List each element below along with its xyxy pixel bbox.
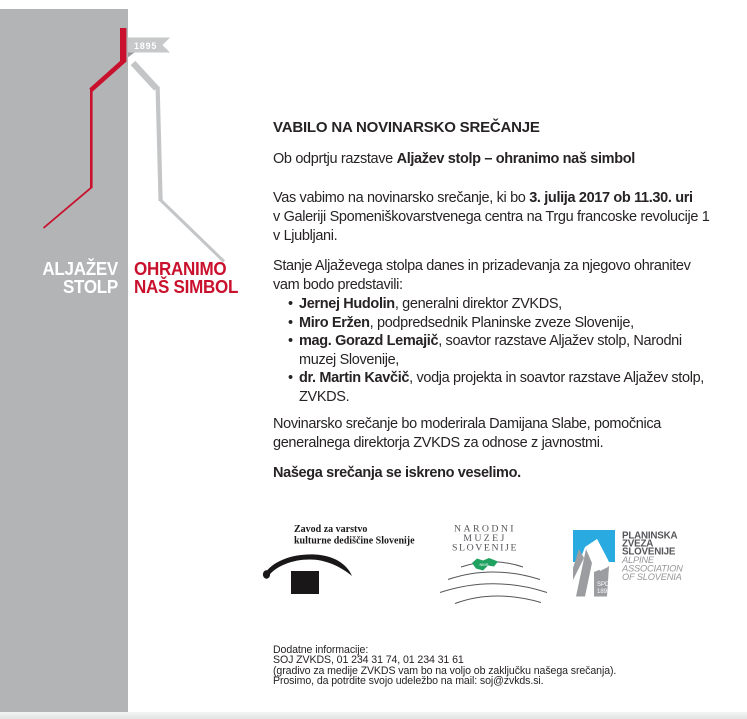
text-segment: , generalni direktor ZVKDS, bbox=[394, 296, 562, 312]
brand-title-aljazev-stolp bbox=[9, 260, 118, 295]
pzs-alt-line2: ASSOCIATION bbox=[622, 563, 683, 574]
text-segment: muzej Slovenije, bbox=[299, 351, 399, 368]
nms-map-label: NMS bbox=[479, 562, 489, 567]
paragraph bbox=[273, 189, 733, 246]
nms-logo bbox=[433, 516, 558, 611]
nms-logo-text-line3: SLOVENIJE bbox=[451, 542, 519, 554]
text-line bbox=[273, 150, 733, 169]
brand-right-line2: NAŠ SIMBOL bbox=[134, 275, 239, 297]
tower-outline-gray bbox=[133, 63, 224, 262]
speaker-list-item bbox=[273, 314, 733, 333]
footer-line-4: Prosimo, da potrdite svojo udeležbo na mail: soj@zvkds.si. bbox=[273, 674, 544, 687]
footer-line-2: SOJ ZVKDS, 01 234 31 74, 01 234 31 61 bbox=[273, 654, 464, 667]
bold-text-segment: dr. Martin Kavčič bbox=[299, 370, 410, 386]
speaker-list-item bbox=[273, 295, 733, 314]
text-segment: , vodja projekta in soavtor razstave Aljažev stolp, bbox=[409, 370, 704, 386]
paragraph bbox=[273, 415, 733, 453]
bold-text-segment: Aljažev stolp – ohranimo naš simbol bbox=[396, 151, 635, 167]
text-line bbox=[273, 208, 733, 227]
bullet-marker-icon: • bbox=[288, 370, 293, 386]
text-line bbox=[299, 295, 733, 314]
footer-contact-block bbox=[273, 645, 616, 686]
text-line bbox=[273, 434, 733, 453]
bold-text-segment: mag. Gorazd Lemajič bbox=[299, 333, 439, 349]
year-flag-label: 1895 bbox=[134, 40, 158, 51]
text-segment: Novinarsko srečanje bo moderirala Damijana Slabe, pomočnica bbox=[273, 416, 661, 432]
year-flag bbox=[128, 38, 170, 58]
document-title bbox=[273, 118, 733, 137]
tower-outline-red bbox=[44, 28, 126, 228]
text-line bbox=[273, 257, 733, 276]
text-line bbox=[299, 369, 733, 388]
paragraph bbox=[273, 150, 733, 169]
bold-text-segment: Jernej Hudolin bbox=[299, 296, 395, 312]
text-segment: v Ljubljani. bbox=[273, 228, 338, 244]
text-segment: , podpredsednik Planinske zveze Slovenije, bbox=[369, 314, 634, 331]
text-segment: Ob odprtju razstave bbox=[273, 151, 397, 167]
text-line bbox=[273, 415, 733, 434]
text-segment: vam bodo predstavili: bbox=[273, 277, 403, 293]
pzs-icon-label-spd: SPD bbox=[597, 582, 610, 588]
zvkds-logo-text-line2: kulturne dediščine Slovenije bbox=[294, 535, 415, 547]
footer-line-3: (gradivo za medije ZVKDS vam bo na voljo ob zaključku našega srečanja). bbox=[273, 664, 617, 677]
zvkds-swoosh-dot-icon bbox=[263, 570, 270, 578]
text-segment: , soavtor razstave Aljažev stolp, Narodni bbox=[438, 333, 682, 349]
bullet-marker-icon: • bbox=[288, 296, 293, 312]
bold-text-segment: VABILO NA NOVINARSKO SREČANJE bbox=[273, 119, 540, 136]
brand-right-line1: OHRANIMO bbox=[134, 258, 227, 279]
text-segment: v Galeriji Spomeniškovarstvenega centra na Trgu francoske revolucije 1 bbox=[273, 209, 710, 225]
text-line bbox=[273, 189, 733, 208]
pzs-logo bbox=[568, 524, 703, 604]
bold-text-segment: 3. julija 2017 ob 11.30. uri bbox=[529, 190, 693, 206]
brand-left-line2: STOLP bbox=[62, 275, 118, 297]
tower-artwork bbox=[0, 0, 260, 270]
text-line bbox=[273, 276, 733, 295]
brand-left-line1: ALJAŽEV bbox=[42, 258, 118, 279]
pzs-name-line1: PLANINSKA bbox=[622, 530, 678, 542]
text-segment: Vas vabimo na novinarsko srečanje, ki bo bbox=[273, 190, 530, 206]
brand-title-ohranimo-nas-simbol bbox=[134, 260, 238, 295]
zvkds-logo bbox=[258, 518, 423, 603]
text-line bbox=[299, 351, 733, 370]
pzs-alt-line1: ALPINE bbox=[622, 555, 654, 565]
bullet-marker-icon: • bbox=[288, 314, 293, 331]
text-line bbox=[273, 227, 733, 246]
speaker-list bbox=[273, 295, 733, 406]
zvkds-square-icon bbox=[291, 571, 319, 594]
page-bottom-shadow bbox=[0, 712, 747, 719]
nms-logo-text-line1: NARODNI bbox=[454, 523, 516, 535]
pzs-mountain-icon bbox=[573, 530, 615, 597]
nms-arcs-icon bbox=[440, 562, 547, 604]
pzs-name-line3: SLOVENIJE bbox=[622, 546, 676, 558]
paragraph bbox=[273, 257, 733, 295]
bullet-marker-icon: • bbox=[288, 333, 293, 349]
text-line bbox=[273, 118, 733, 137]
paragraph bbox=[273, 464, 733, 483]
zvkds-logo-text-line1: Zavod za varstvo bbox=[294, 524, 368, 535]
bold-text-segment: Našega srečanja se iskreno veselimo. bbox=[273, 465, 521, 481]
text-segment: Stanje Aljaževega stolpa danes in prizadevanja za njegovo ohranitev bbox=[273, 258, 691, 274]
speaker-list-item bbox=[273, 369, 733, 406]
speaker-list-item bbox=[273, 332, 733, 369]
nms-logo-text-line2: MUZEJ bbox=[463, 533, 507, 544]
text-line bbox=[299, 314, 733, 333]
bold-text-segment: Miro Eržen bbox=[299, 314, 370, 331]
text-line bbox=[299, 388, 733, 407]
footer-line-1: Dodatne informacije: bbox=[273, 644, 369, 656]
body-blocks bbox=[273, 118, 733, 483]
text-segment: generalnega direktorja ZVKDS za odnose z javnostmi. bbox=[273, 435, 604, 451]
pzs-icon-label-1893: 1893 bbox=[597, 589, 611, 595]
text-segment: ZVKDS. bbox=[299, 388, 350, 405]
pzs-alt-line3: OF SLOVENIA bbox=[622, 572, 682, 582]
text-line bbox=[273, 464, 733, 483]
text-line bbox=[299, 332, 733, 351]
pzs-name-line2: ZVEZA bbox=[622, 538, 654, 550]
